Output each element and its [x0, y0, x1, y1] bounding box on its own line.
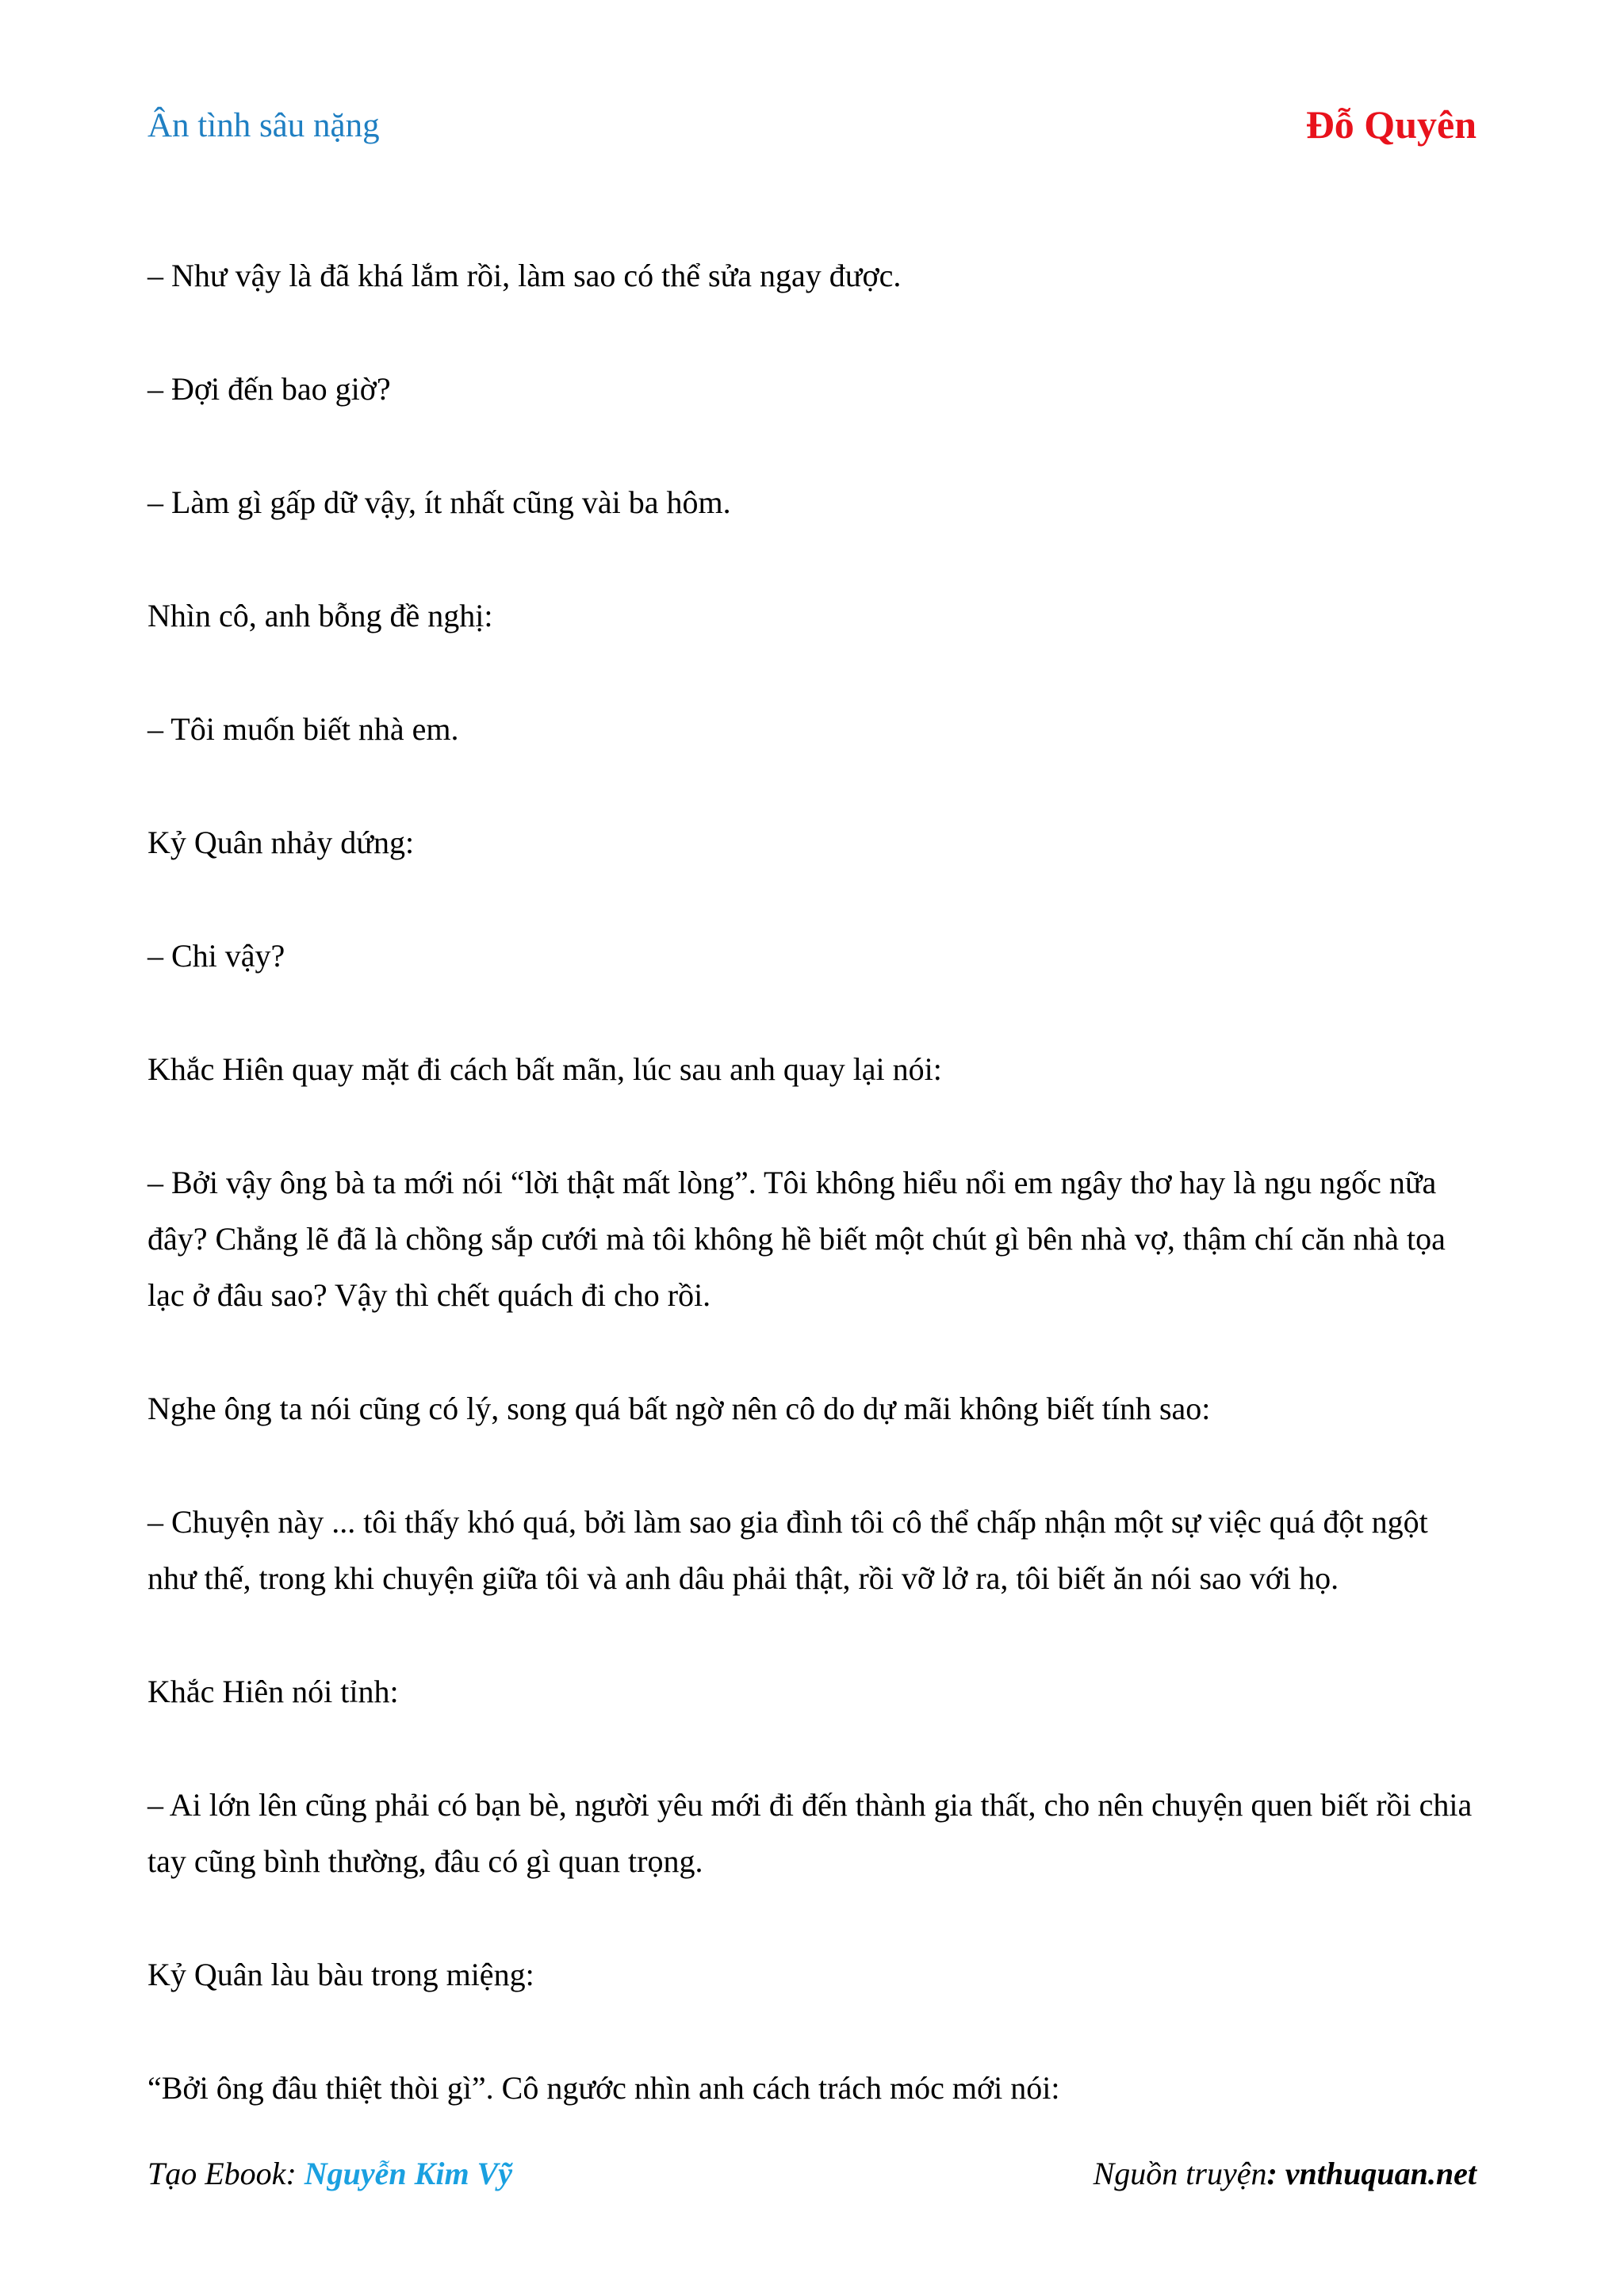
paragraph: – Chuyện này ... tôi thấy khó quá, bởi làm sao gia đình tôi cô thể chấp nhận một sự việc quá đột ngột như thế, trong khi chuyện giữa tôi và anh dâu phải thật, rồi vỡ lở ra, tôi biết ăn nói sao với họ. [147, 1504, 1428, 1596]
paragraph: Kỷ Quân nhảy dứng: [147, 825, 415, 860]
ebook-credit [147, 2155, 512, 2192]
source-site: vnthuquan.net [1285, 2156, 1477, 2191]
book-title: Ân tình sâu nặng [147, 107, 380, 144]
page-content [147, 247, 1480, 2173]
paragraph: – Làm gì gấp dữ vậy, ít nhất cũng vài ba hôm. [147, 484, 731, 520]
paragraph: – Tôi muốn biết nhà em. [147, 711, 459, 747]
paragraph: “Bởi ông đâu thiệt thòi gì”. Cô ngước nhìn anh cách trách móc mới nói: [147, 2070, 1060, 2106]
source-credit [1094, 2155, 1477, 2192]
paragraph: – Như vậy là đã khá lắm rồi, làm sao có thể sửa ngay được. [147, 258, 902, 293]
author-name: Đỗ Quyên [1305, 102, 1477, 147]
ebook-label: Tạo Ebook [147, 2156, 286, 2191]
paragraph: – Đợi đến bao giờ? [147, 371, 391, 407]
paragraph: Khắc Hiên quay mặt đi cách bất mãn, lúc sau anh quay lại nói: [147, 1051, 942, 1087]
paragraph: Khắc Hiên nói tỉnh: [147, 1674, 399, 1709]
paragraph: Nhìn cô, anh bỗng đề nghị: [147, 598, 493, 633]
source-colon: : [1266, 2156, 1285, 2191]
source-label: Nguồn truyện [1093, 2156, 1267, 2191]
ebook-colon: : [285, 2156, 304, 2191]
page-header [147, 101, 1477, 157]
page-footer [147, 2155, 1477, 2202]
paragraph: – Chi vậy? [147, 938, 285, 974]
paragraph: Nghe ông ta nói cũng có lý, song quá bất ngờ nên cô do dự mãi không biết tính sao: [147, 1391, 1211, 1426]
paragraph: – Bởi vậy ông bà ta mới nói “lời thật mất lòng”. Tôi không hiểu nổi em ngây thơ hay là ngu ngốc nữa đây? Chẳng lẽ đã là chồng sắp cưới mà tôi không hề biết một chút gì bên nhà vợ, thậm chí căn nhà tọa lạc ở đâu sao? Vậy thì chết quách đi cho rồi. [147, 1165, 1446, 1313]
paragraph: – Ai lớn lên cũng phải có bạn bè, người yêu mới đi đến thành gia thất, cho nên chuyện quen biết rồi chia tay cũng bình thường, đâu có gì quan trọng. [147, 1787, 1473, 1879]
paragraph: Kỷ Quân làu bàu trong miệng: [147, 1957, 534, 1992]
ebook-creator-name: Nguyễn Kim Vỹ [304, 2156, 512, 2191]
